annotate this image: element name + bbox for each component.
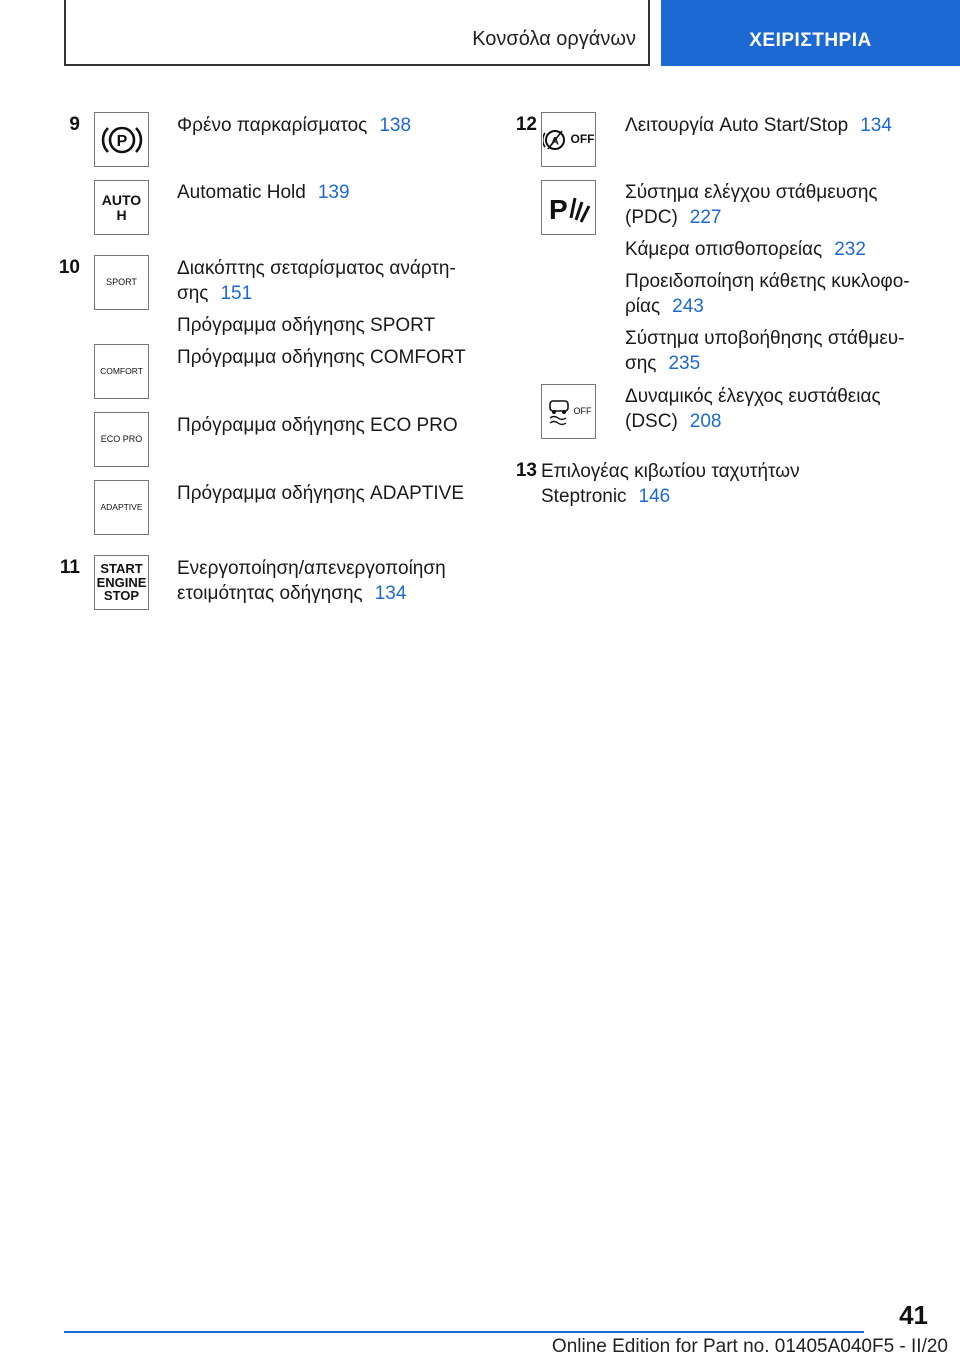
item-number: 13 [515,460,537,481]
item-number: 12 [515,114,537,135]
dsc-off-icon: OFF [541,384,596,439]
footer-edition: Online Edition for Part no. 01405A040F5 - II/20 [551,1336,948,1357]
section-title: Κονσόλα οργάνων [472,28,636,50]
page-link[interactable]: 134 [374,583,407,604]
auto-hold-icon: AUTO H [94,180,149,235]
header-section-tab [64,0,650,66]
item-description: Πρόγραμμα οδήγησης ECO PRO [177,415,458,436]
adaptive-mode-icon: ADAPTIVE [94,480,149,535]
item-description: Δυναμικός έλεγχος ευστάθειας (DSC) 208 [625,386,881,432]
page-link[interactable]: 151 [220,283,253,304]
page-link[interactable]: 146 [638,486,671,507]
item-description: Επιλογέας κιβωτίου ταχυτήτων Steptronic 146 [541,461,800,507]
footer-divider [64,1331,864,1333]
svg-text:P: P [116,132,127,150]
item-description: Ενεργοποίηση/απενεργοποίηση ετοιμότητας οδήγησης 134 [177,558,446,604]
item-description: Σύστημα ελέγχου στάθμευσης (PDC) 227 Κάμερα οπισθοπορείας 232 Προειδοποίηση κάθετης κυκλοφο- ρίας 243 Σύστημα υποβοήθησης στάθμευ- σης 235 [625,182,910,374]
auto-start-stop-off-icon: A OFF [541,112,596,167]
page-link[interactable]: 235 [668,353,701,374]
svg-text:A: A [550,135,559,147]
header-chapter-tab[interactable] [661,0,960,66]
page-number: 41 [899,1300,928,1330]
page-link[interactable]: 208 [689,411,722,432]
pdc-icon [541,180,596,235]
item-number: 9 [69,114,80,135]
svg-text:P: P [548,193,568,225]
item-description: Λειτουργία Auto Start/Stop 134 [625,115,892,136]
page-link[interactable]: 232 [834,239,866,260]
sport-mode-icon: SPORT [94,255,149,310]
item-number: 10 [58,257,80,278]
eco-pro-mode-icon: ECO PRO [94,412,149,467]
page-link[interactable]: 243 [672,296,704,317]
start-engine-stop-icon: START ENGINE STOP [94,555,149,610]
item-description: Πρόγραμμα οδήγησης COMFORT [177,347,466,368]
chapter-title: ΧΕΙΡΙΣΤΗΡΙΑ [749,30,872,51]
page-link[interactable]: 138 [379,115,412,136]
page-link[interactable]: 139 [317,182,350,203]
item-number: 11 [59,557,80,578]
item-description: Automatic Hold 139 [177,182,350,203]
item-description: Πρόγραμμα οδήγησης ADAPTIVE [177,483,465,504]
page-link[interactable]: 227 [689,207,722,228]
page-link[interactable]: 134 [860,115,892,136]
item-description: Διακόπτης σεταρίσματος ανάρτη- σης 151 Πρόγραμμα οδήγησης SPORT [177,258,456,336]
comfort-mode-icon: COMFORT [94,344,149,399]
parking-brake-icon [94,112,149,167]
item-description: Φρένο παρκαρίσματος 138 [177,115,412,136]
